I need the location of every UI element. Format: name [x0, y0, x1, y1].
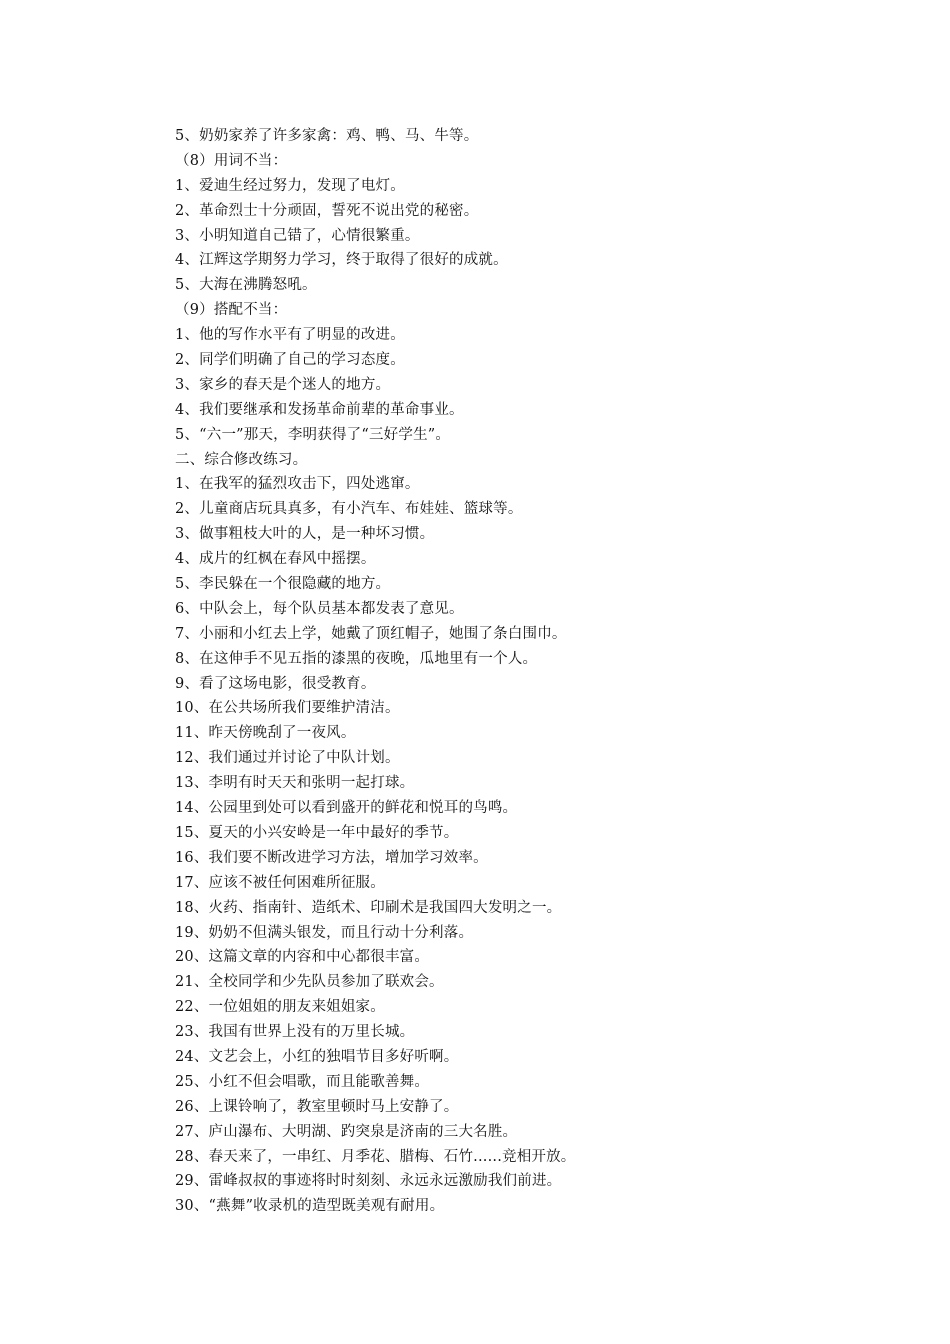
text-line: 1、他的写作水平有了明显的改进。 [175, 327, 405, 344]
text-line: 22、一位姐姐的朋友来姐姐家。 [175, 999, 385, 1016]
text-line: 2、同学们明确了自己的学习态度。 [175, 352, 405, 369]
text-line: 5、大海在沸腾怒吼。 [175, 277, 317, 294]
text-line: 9、看了这场电影，很受教育。 [175, 675, 376, 692]
text-line: 19、奶奶不但满头银发，而且行动十分利落。 [175, 924, 474, 941]
text-line: 1、爱迪生经过努力，发现了电灯。 [175, 177, 405, 194]
text-line: 5、李民躲在一个很隐藏的地方。 [175, 576, 391, 593]
text-line: 3、小明知道自己错了，心情很繁重。 [175, 227, 420, 244]
text-line: 二、综合修改练习。 [175, 451, 308, 468]
text-line: 24、文艺会上，小红的独唱节目多好听啊。 [175, 1048, 459, 1065]
text-line: 25、小红不但会唱歌，而且能歌善舞。 [175, 1073, 430, 1090]
text-line: 2、儿童商店玩具真多，有小汽车、布娃娃、篮球等。 [175, 501, 523, 518]
text-line: 3、家乡的春天是个迷人的地方。 [175, 376, 391, 393]
text-line: 11、昨天傍晚刮了一夜风。 [175, 725, 356, 742]
text-line: 3、做事粗枝大叶的人，是一种坏习惯。 [175, 526, 435, 543]
text-line: 10、在公共场所我们要维护清洁。 [175, 700, 400, 717]
text-line: 12、我们通过并讨论了中队计划。 [175, 750, 400, 767]
text-line: 27、庐山瀑布、大明湖、趵突泉是济南的三大名胜。 [175, 1123, 518, 1140]
text-line: 16、我们要不断改进学习方法，增加学习效率。 [175, 849, 488, 866]
text-line: 14、公园里到处可以看到盛开的鲜花和悦耳的鸟鸣。 [175, 800, 518, 817]
text-line: 4、我们要继承和发扬革命前辈的革命事业。 [175, 401, 464, 418]
text-line: 4、江辉这学期努力学习，终于取得了很好的成就。 [175, 252, 508, 269]
document-body [175, 124, 875, 1219]
text-line: 30、“燕舞”收录机的造型既美观有耐用。 [175, 1198, 445, 1215]
text-line: 20、这篇文章的内容和中心都很丰富。 [175, 949, 430, 966]
text-line: （9）搭配不当： [175, 302, 288, 319]
text-line: 17、应该不被任何困难所征服。 [175, 874, 385, 891]
text-line: 8、在这伸手不见五指的漆黑的夜晚，瓜地里有一个人。 [175, 650, 538, 667]
text-line: 1、在我军的猛烈攻击下，四处逃窜。 [175, 476, 420, 493]
text-line: 29、雷峰叔叔的事迹将时时刻刻、永远永远激励我们前进。 [175, 1173, 562, 1190]
text-line: 18、火药、指南针、造纸术、印刷术是我国四大发明之一。 [175, 899, 562, 916]
text-line: （8）用词不当： [175, 152, 288, 169]
text-line: 5、“六一”那天，李明获得了“三好学生”。 [175, 426, 451, 443]
text-line: 26、上课铃响了，教室里顿时马上安静了。 [175, 1098, 459, 1115]
text-line: 4、成片的红枫在春风中摇摆。 [175, 551, 376, 568]
text-line: 13、李明有时天天和张明一起打球。 [175, 775, 415, 792]
text-line: 15、夏天的小兴安岭是一年中最好的季节。 [175, 824, 459, 841]
text-line: 23、我国有世界上没有的万里长城。 [175, 1024, 415, 1041]
text-line: 5、奶奶家养了许多家禽：鸡、鸭、马、牛等。 [175, 128, 479, 144]
text-line: 7、小丽和小红去上学，她戴了顶红帽子，她围了条白围巾。 [175, 625, 567, 642]
text-line: 21、全校同学和少先队员参加了联欢会。 [175, 974, 444, 991]
text-line: 6、中队会上，每个队员基本都发表了意见。 [175, 600, 464, 617]
text-line: 28、春天来了，一串红、月季花、腊梅、石竹......竞相开放。 [175, 1148, 576, 1165]
text-line: 2、革命烈士十分顽固，誓死不说出党的秘密。 [175, 202, 479, 219]
